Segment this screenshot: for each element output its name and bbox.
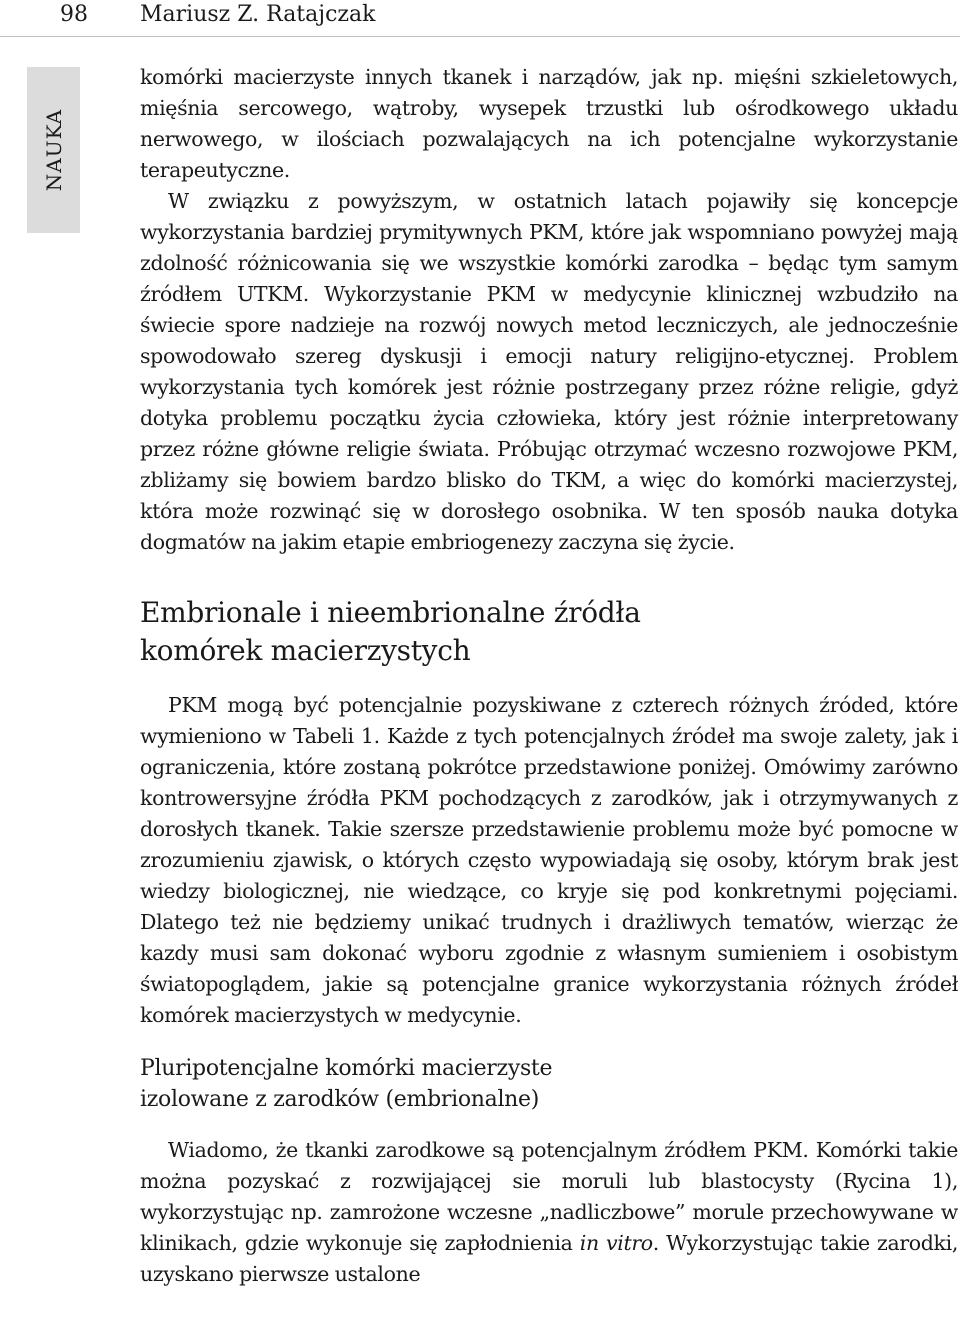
section-paragraph-1: PKM mogą być potencjalnie pozyskiwane z czterech różnych źróded, które wymieniono w Tabeli 1. Każde z tych potencjalnych źródeł ma swoje zalety, jak i ograniczenia, które zostaną pokrótce przedstawione poniżej. Omówimy zarówno kontrowersyjne źródła PKM pochodzących z zarodków, jak i otrzymywanych z dorosłych tkanek. Takie szersze przedstawienie problemu może być pomocne w zrozumieniu zjawisk, o których często wypowiadają się osoby, którym brak jest wiedzy biologicznej, nie wiedzące, co kryje się pod konkretnymi pojęciami. Dlatego też nie będziemy unikać trudnych i drażliwych tematów, wierząc że kazdy musi sam dokonać wyboru zgodnie z własnym sumieniem i osobistym światopoglądem, jakie są potencjalne granice wykorzystania różnych źródeł komórek macierzystych w medycynie.	[140, 693, 958, 1027]
running-head-author: Mariusz Z. Ratajczak	[140, 2, 376, 27]
subsection-heading-line-1: Pluripotencjalne komórki macierzyste	[140, 1056, 553, 1081]
paragraph-text-end: . Wykorzystując takie zarodki, uzyskano pierwsze ustalone	[140, 1231, 959, 1286]
section-side-tab	[27, 67, 80, 233]
page-number: 98	[60, 2, 88, 27]
subsection-heading	[140, 1053, 958, 1115]
page-body	[140, 62, 958, 1290]
header-rule	[0, 36, 960, 37]
subsection-heading-line-2: izolowane z zarodków (embrionalne)	[140, 1087, 540, 1112]
section-heading	[140, 594, 958, 670]
body-paragraph-2: W związku z powyższym, w ostatnich latach pojawiły się koncepcje wykorzystania bardziej prymitywnych PKM, które jak wspomniano powyżej mają zdolność różnicowania się we wszystkie komórki zarodka – będąc tym samym źródłem UTKM. Wykorzystanie PKM w medycynie klinicznej wzbudziło na świecie spore nadzieje na rozwój nowych metod leczniczych, ale jednocześnie spowodowało szereg dyskusji i emocji natury religijno-etycznej. Problem wykorzystania tych komórek jest różnie postrzegany przez różne religie, gdyż dotyka problemu początku życia człowieka, który jest różnie interpretowany przez różne główne religie świata. Próbując otrzymać wczesno rozwojowe PKM, zbliżamy się bowiem bardzo blisko do TKM, a więc do komórki macierzystej, która może rozwinąć się w dorosłego osobnika. W ten sposób nauka dotyka dogmatów na jakim etapie embriogenezy zaczyna się życie.	[140, 189, 958, 554]
body-paragraph-1: komórki macierzyste innych tkanek i narządów, jak np. mięśni szkieletowych, mięśnia sercowego, wątroby, wysepek trzustki lub ośrodkowego układu nerwowego, w ilościach pozwalających na ich potencjalne wykorzystanie terapeutyczne.	[140, 65, 958, 182]
italic-term: in vitro	[579, 1231, 653, 1255]
page-header	[0, 0, 960, 38]
side-tab-label: NAUKA	[41, 108, 66, 192]
subsection-paragraph-1	[140, 1135, 958, 1290]
paragraph-text-start: Wiadomo, że tkanki zarodkowe są potencjalnym źródłem PKM. Komórki takie można pozyskać z rozwijającej sie moruli lub blastocysty (Rycina 1), wykorzystując np. zamrożone wczesne „nadliczbowe” morule przechowywane w klinikach, gdzie wykonuje się zapłodnienia	[140, 1138, 958, 1255]
section-heading-line-2: komórek macierzystych	[140, 634, 471, 667]
section-heading-line-1: Embrionale i nieembrionalne źródła	[140, 596, 641, 629]
